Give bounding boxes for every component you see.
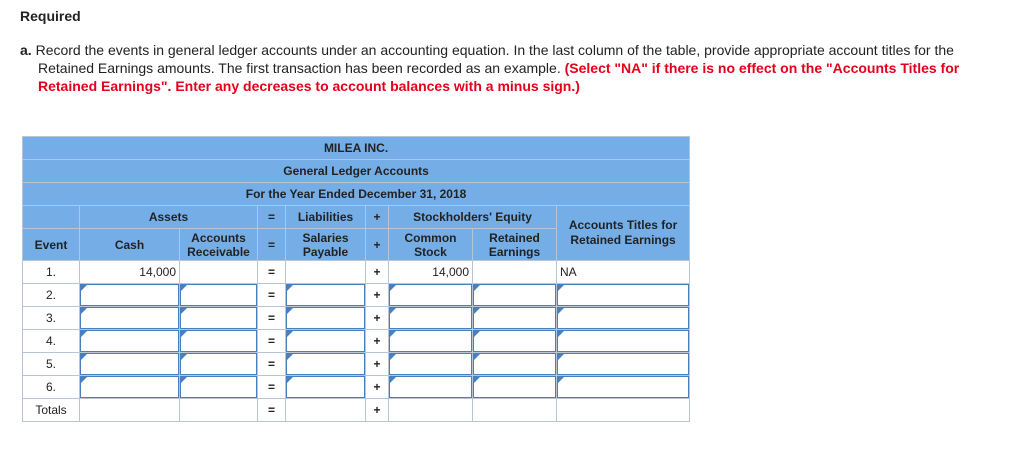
table-row (23, 376, 690, 399)
required-heading: Required (20, 8, 81, 24)
plus-sign: + (366, 330, 389, 353)
cash-input[interactable] (80, 353, 179, 375)
account-title-cell (557, 284, 690, 307)
cash-cell (80, 284, 180, 307)
company-name: MILEA INC. (23, 137, 690, 160)
retained-earnings-cell (473, 376, 557, 399)
ar-cell (180, 330, 258, 353)
cash-cell (80, 376, 180, 399)
common-stock-cell (389, 353, 473, 376)
common-stock-cell (389, 307, 473, 330)
retained-earnings-cell (473, 284, 557, 307)
account-title-select[interactable] (557, 376, 689, 398)
totals-row (23, 399, 690, 422)
account-title-select[interactable] (557, 353, 689, 375)
accounts-titles-header: Accounts Titles for Retained Earnings (557, 206, 690, 261)
common-stock-input[interactable] (389, 284, 472, 306)
cash-cell (80, 307, 180, 330)
plus-sign: + (366, 261, 389, 284)
equals-sign: = (258, 376, 286, 399)
common-stock-input[interactable] (389, 330, 472, 352)
account-title-cell (557, 330, 690, 353)
account-title-cell (557, 353, 690, 376)
retained-earnings-input[interactable] (473, 307, 556, 329)
plus-col-header: + (366, 229, 389, 261)
assets-group-header: Assets (80, 206, 258, 229)
table-row (23, 284, 690, 307)
salaries-input[interactable] (286, 307, 365, 329)
cash-input[interactable] (80, 284, 179, 306)
equals-col-header: = (258, 229, 286, 261)
equals-sign: = (258, 399, 286, 422)
account-title-select[interactable] (557, 330, 689, 352)
account-title-cell (557, 307, 690, 330)
instructions (20, 41, 980, 95)
cash-input[interactable] (80, 330, 179, 352)
ar-input[interactable] (180, 284, 257, 306)
common-stock-col-header: Common Stock (389, 229, 473, 261)
retained-earnings-input[interactable] (473, 284, 556, 306)
plus-group-header: + (366, 206, 389, 229)
retained-earnings-cell (473, 330, 557, 353)
event-label: 4. (23, 330, 80, 353)
common-stock-cell (389, 330, 473, 353)
table-row (23, 330, 690, 353)
totals-label: Totals (23, 399, 80, 422)
salaries-input[interactable] (286, 376, 365, 398)
common-stock-total (389, 399, 473, 422)
plus-sign: + (366, 307, 389, 330)
retained-earnings-value (473, 261, 557, 284)
plus-sign: + (366, 376, 389, 399)
salaries-cell (286, 353, 366, 376)
ar-total (180, 399, 258, 422)
common-stock-value: 14,000 (389, 261, 473, 284)
event-col-header: Event (23, 229, 80, 261)
retained-earnings-cell (473, 353, 557, 376)
table-row (23, 261, 690, 284)
cash-cell (80, 353, 180, 376)
account-title-select[interactable] (557, 307, 689, 329)
account-title-cell (557, 376, 690, 399)
instructions-red-text: (Select "NA" if there is no effect on the "Accounts Titles for Retained Earnings". Enter any decreases to account balances with a minus sign.) (38, 60, 960, 94)
cash-col-header: Cash (80, 229, 180, 261)
salaries-input[interactable] (286, 284, 365, 306)
account-title-select[interactable] (557, 284, 689, 306)
retained-earnings-input[interactable] (473, 376, 556, 398)
event-label: 3. (23, 307, 80, 330)
account-title-value: NA (557, 261, 690, 284)
ar-input[interactable] (180, 376, 257, 398)
ar-col-header: Accounts Receivable (180, 229, 258, 261)
equals-sign: = (258, 330, 286, 353)
liabilities-group-header: Liabilities (286, 206, 366, 229)
table-subtitle: General Ledger Accounts (23, 160, 690, 183)
salaries-value (286, 261, 366, 284)
ar-input[interactable] (180, 330, 257, 352)
common-stock-input[interactable] (389, 353, 472, 375)
plus-sign: + (366, 284, 389, 307)
event-label: 5. (23, 353, 80, 376)
event-group-blank (23, 206, 80, 229)
ar-input[interactable] (180, 307, 257, 329)
cash-cell (80, 330, 180, 353)
retained-earnings-input[interactable] (473, 330, 556, 352)
common-stock-cell (389, 376, 473, 399)
account-title-total (557, 399, 690, 422)
cash-total (80, 399, 180, 422)
ar-cell (180, 376, 258, 399)
salaries-input[interactable] (286, 330, 365, 352)
instructions-label: a. (20, 42, 32, 58)
ar-cell (180, 353, 258, 376)
retained-earnings-col-header: Retained Earnings (473, 229, 557, 261)
table-row (23, 353, 690, 376)
plus-sign: + (366, 399, 389, 422)
salaries-cell (286, 330, 366, 353)
table-row (23, 307, 690, 330)
table-period: For the Year Ended December 31, 2018 (23, 183, 690, 206)
common-stock-cell (389, 284, 473, 307)
equals-sign: = (258, 261, 286, 284)
instructions-text: Record the events in general ledger accounts under an accounting equation. In the last column of the table, provide appropriate account titles for the Retained Earnings amounts. The first transaction has been recorded as an example. (35, 42, 954, 76)
cash-input[interactable] (80, 376, 179, 398)
retained-earnings-total (473, 399, 557, 422)
event-label: 1. (23, 261, 80, 284)
ar-cell (180, 284, 258, 307)
salaries-cell (286, 376, 366, 399)
retained-earnings-cell (473, 307, 557, 330)
salaries-input[interactable] (286, 353, 365, 375)
ar-input[interactable] (180, 353, 257, 375)
cash-value: 14,000 (80, 261, 180, 284)
salaries-col-header: Salaries Payable (286, 229, 366, 261)
ar-value (180, 261, 258, 284)
general-ledger-table (22, 136, 690, 422)
salaries-cell (286, 284, 366, 307)
equals-sign: = (258, 284, 286, 307)
ar-cell (180, 307, 258, 330)
common-stock-input[interactable] (389, 376, 472, 398)
event-label: 2. (23, 284, 80, 307)
retained-earnings-input[interactable] (473, 353, 556, 375)
equity-group-header: Stockholders' Equity (389, 206, 557, 229)
equals-sign: = (258, 307, 286, 330)
salaries-total (286, 399, 366, 422)
cash-input[interactable] (80, 307, 179, 329)
event-label: 6. (23, 376, 80, 399)
common-stock-input[interactable] (389, 307, 472, 329)
salaries-cell (286, 307, 366, 330)
equals-sign: = (258, 353, 286, 376)
plus-sign: + (366, 353, 389, 376)
equals-group-header: = (258, 206, 286, 229)
